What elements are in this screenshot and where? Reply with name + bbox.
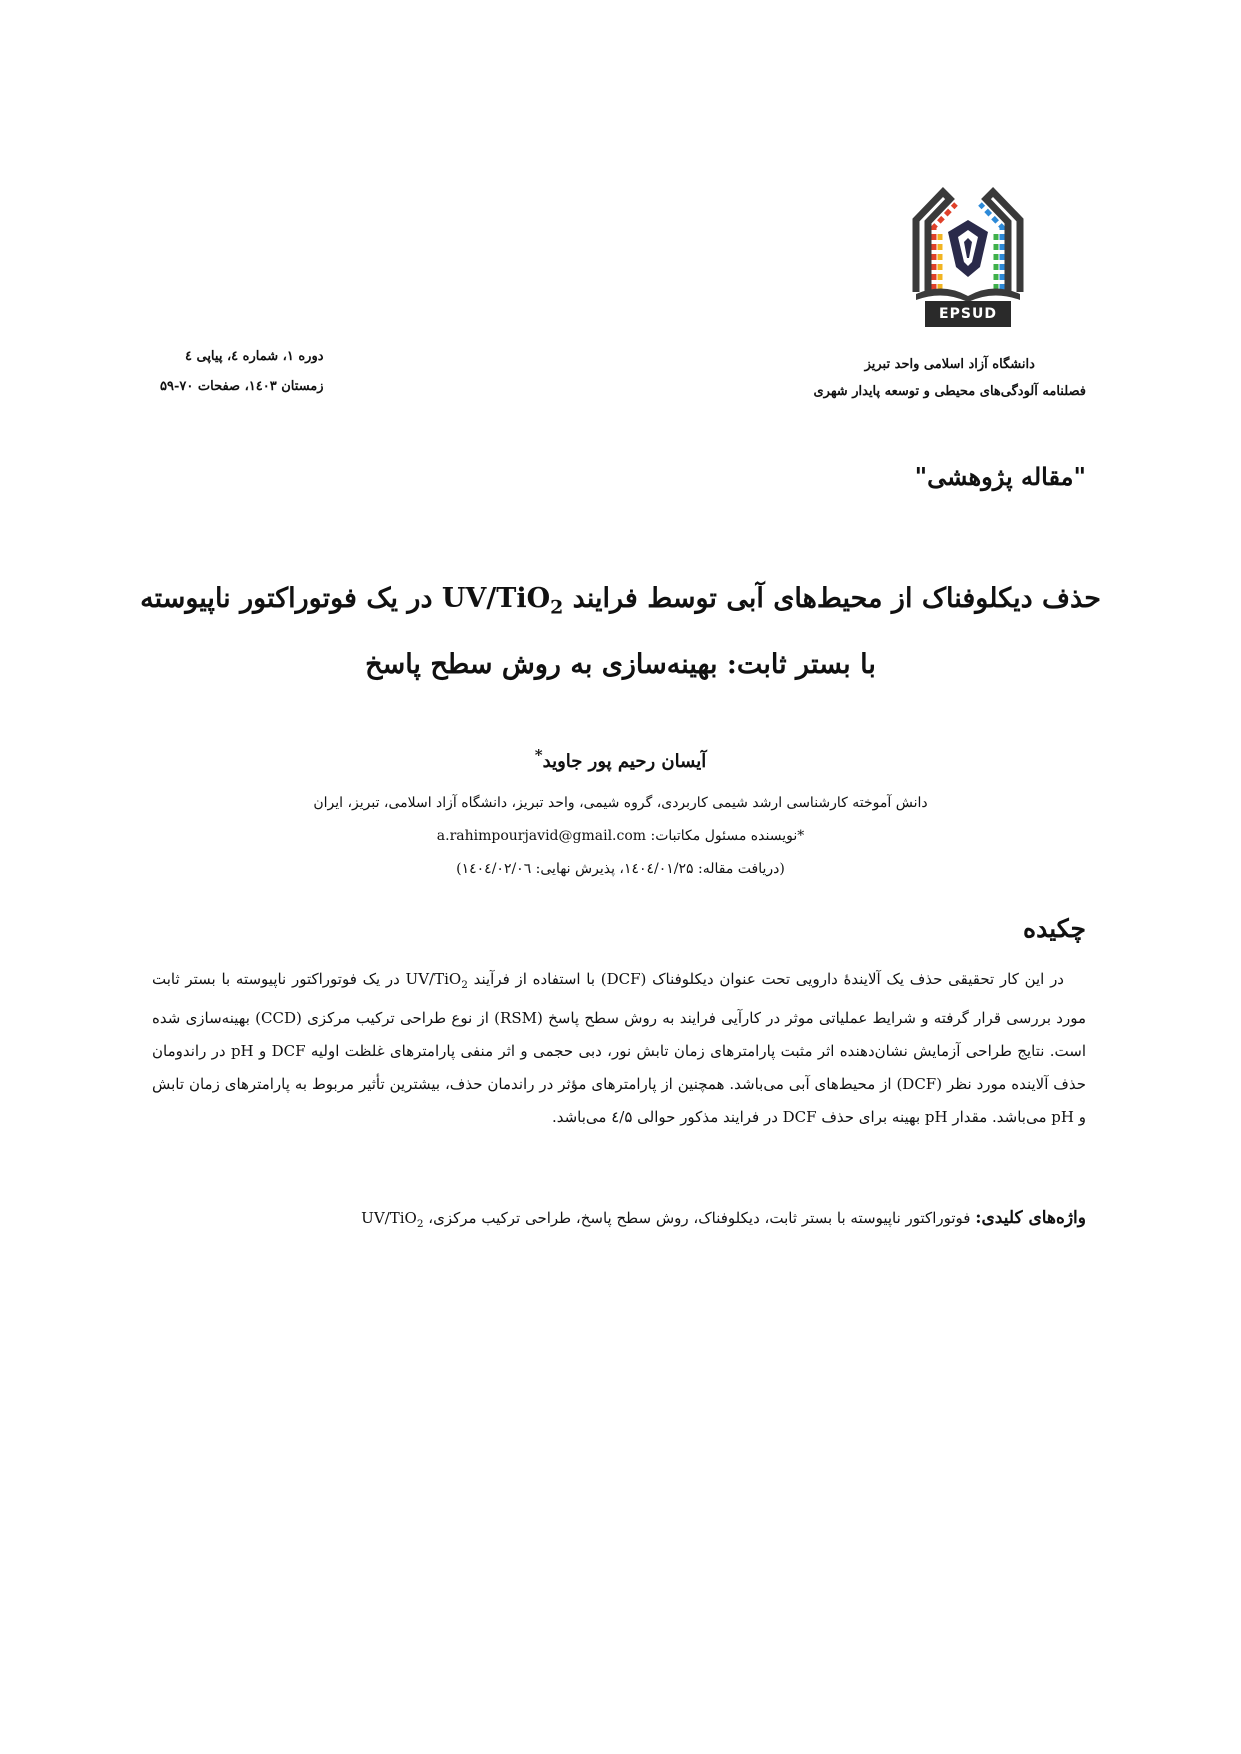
logo-wordmark: EPSUD <box>925 301 1011 327</box>
keywords <box>152 1203 1086 1239</box>
keywords-formula <box>361 1209 424 1230</box>
title-text-b: در یک فوتوراکتور ناپیوسته <box>140 583 442 614</box>
title-formula-text: UV/TiO <box>441 583 551 614</box>
keywords-label: واژه‌های کلیدی: <box>975 1208 1086 1228</box>
title-text-a: حذف دیکلوفناک از محیط‌های آبی توسط فرایند <box>563 583 1101 614</box>
article-type: "مقاله پژوهشی" <box>914 462 1086 491</box>
issue-info <box>160 342 324 402</box>
abstract-text-b: در یک فوتوراکتور ناپیوسته با بستر ثابت مورد بررسی قرار گرفته و شرایط عملیاتی موثر در کارآیی فرایند به روش سطح پاسخ (RSM) از نوع طراحی ترکیب مرکزی (CCD) بهینه‌سازی شده است. نتایج طراحی آزمایش نشان‌دهنده اثر مثبت پارامترهای زمان تابش نور، دبی حجمی و اثر منفی پارامترهای غلظت اولیه DCF و pH در راندومان حذف آلاینده مورد نظر (DCF) از محیط‌های آبی می‌باشد. همچنین از پارامترهای مؤثر در راندمان حذف، بیشترین تأثیر مربوط به پارامترهای زمان تابش و pH می‌باشد. مقدار pH بهینه برای حذف DCF در فرایند مذکور حوالی ٤/۵ می‌باشد. <box>152 970 1087 1126</box>
corresponding-author <box>140 820 1101 853</box>
title-formula-sub: 2 <box>550 596 564 619</box>
article-dates: (دریافت مقاله: ۱٤۰٤/۰۱/۲۵، پذیرش نهایی: ۱٤۰٤/۰۲/۰٦) <box>456 861 785 877</box>
author-mark: * <box>534 746 543 764</box>
paper-title <box>140 570 1101 693</box>
keywords-text: فوتوراکتور ناپیوسته با بستر ثابت، دیکلوفناک، روش سطح پاسخ، طراحی ترکیب مرکزی، <box>423 1209 976 1227</box>
abstract-text-a: در این کار تحقیقی حذف یک آلایندهٔ دارویی تحت عنوان دیکلوفناک (DCF) با استفاده از فرآیند <box>467 970 1064 988</box>
volume-issue: دوره ۱، شماره ٤، پیاپی ٤ <box>184 349 324 364</box>
title-line-2: با بستر ثابت: بهینه‌سازی به روش سطح پاسخ <box>365 649 876 681</box>
affiliation: دانش آموخته کارشناسی ارشد شیمی کاربردی، گروه شیمی، واحد تبریز، دانشگاه آزاد اسلامی، تبریز، ایران <box>313 795 928 811</box>
journal-header <box>813 351 1086 405</box>
journal-name: فصلنامه آلودگی‌های محیطی و توسعه پایدار شهری <box>813 384 1086 399</box>
corresponding-label: *نویسنده مسئول مکاتبات: <box>646 828 805 844</box>
university-name: دانشگاه آزاد اسلامی واحد تبریز <box>864 357 1035 372</box>
abstract-body <box>152 963 1086 1134</box>
abstract-heading: چکیده <box>1022 914 1086 943</box>
abstract-formula-sub: 2 <box>461 979 468 991</box>
title-line-1 <box>140 570 1101 636</box>
author-affiliation-block <box>140 787 1101 886</box>
abstract-formula-text: UV/TiO <box>405 970 462 988</box>
author-name-text: آیسان رحیم پور جاوید <box>542 751 707 772</box>
abstract-formula <box>405 970 468 991</box>
title-formula <box>441 583 564 619</box>
abstract-paragraph <box>152 963 1086 1134</box>
author-name <box>140 746 1101 772</box>
email-link[interactable]: a.rahimpourjavid@gmail.com <box>436 828 647 844</box>
season-pages: زمستان ۱٤۰۳، صفحات ۷۰-۵۹ <box>160 379 324 394</box>
keywords-formula-sub: 2 <box>416 1218 424 1230</box>
keywords-formula-text: UV/TiO <box>361 1209 417 1227</box>
